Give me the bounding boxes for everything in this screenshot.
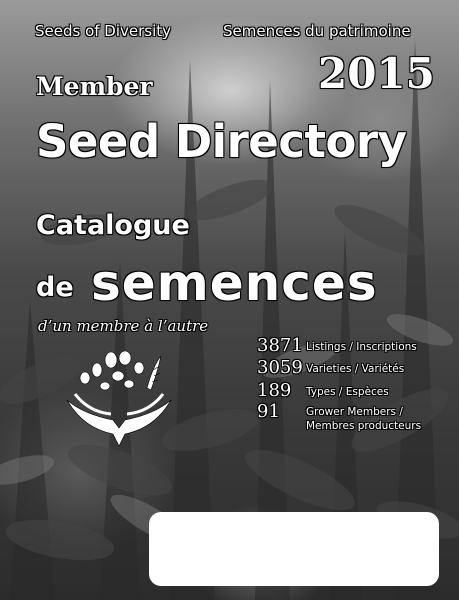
org-name-english: Seeds of Diversity xyxy=(35,22,172,40)
year: 2015 xyxy=(318,49,435,98)
stat-number-growers: 91 xyxy=(257,401,280,422)
member-heading: Member xyxy=(36,72,153,101)
semences-heading: semences xyxy=(91,254,378,312)
mailing-label-area xyxy=(149,512,439,586)
hands-holding-seeds-logo-icon xyxy=(63,348,175,448)
seed-directory-heading: Seed Directory xyxy=(36,115,407,168)
stat-label-types: Types / Espèces xyxy=(306,386,389,398)
de-heading: de xyxy=(36,272,74,303)
stat-number-varieties: 3059 xyxy=(257,357,303,378)
stat-number-listings: 3871 xyxy=(257,335,303,356)
org-name-french: Semences du patrimoine xyxy=(223,22,411,40)
stat-label-growers-fr: Membres producteurs xyxy=(306,420,422,432)
stat-label-varieties: Varieties / Variétés xyxy=(306,363,405,375)
stat-number-types: 189 xyxy=(257,380,292,401)
tagline: d’un membre à l’autre xyxy=(38,317,209,335)
stat-label-listings: Listings / Inscriptions xyxy=(306,341,417,353)
stat-label-growers: Grower Members / xyxy=(306,406,403,418)
catalogue-heading: Catalogue xyxy=(36,210,190,241)
